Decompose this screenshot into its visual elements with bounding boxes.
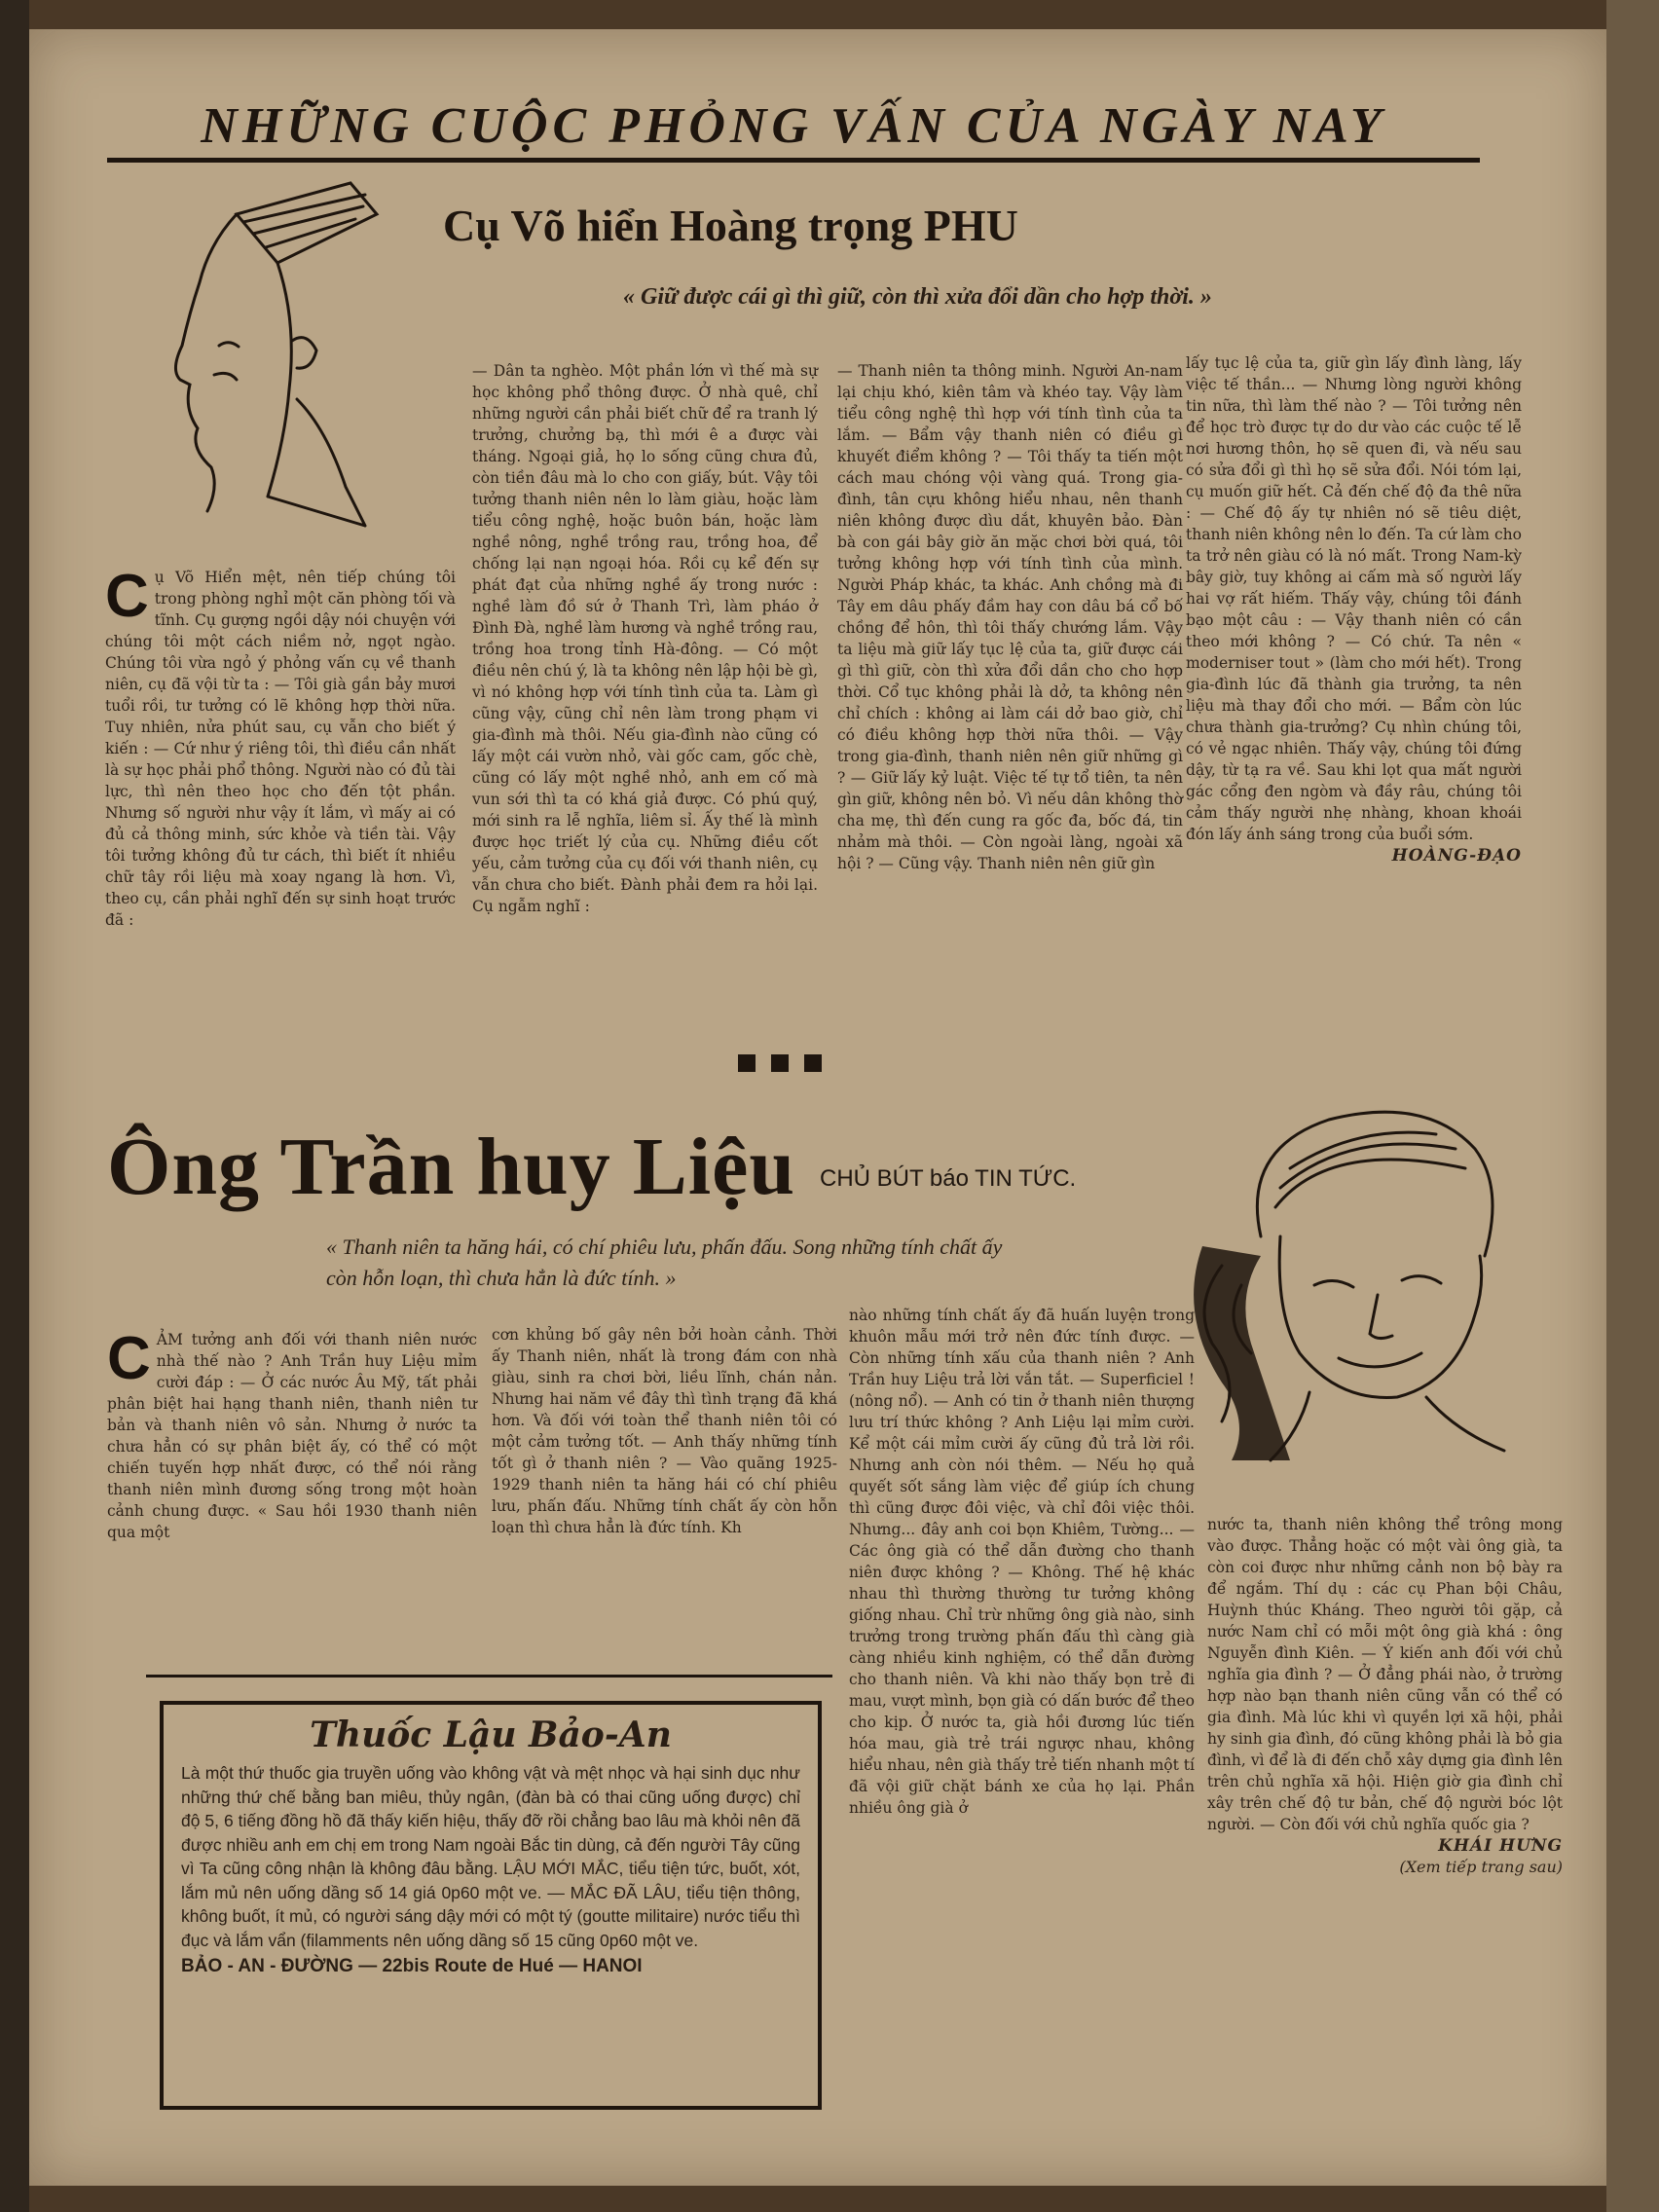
article2-subtitle: CHỦ BÚT báo TIN TỨC.: [820, 1165, 1077, 1192]
article1-quote: « Giữ được cái gì thì giữ, còn thì xửa đổi dần cho hợp thời. »: [623, 284, 1212, 310]
separator-square: [771, 1054, 789, 1072]
advertisement-body: Là một thứ thuốc gia truyền uống vào không vật và mệt nhọc và hại sinh dục như những thứ chế bằng ban miêu, thủy ngân, (đàn bà có thai cũng uống được) chỉ độ 5, 6 tiếng đồng hồ đã thấy kiến hiệu, thấy đỡ rồi chẳng bao lâu mà khỏi nên đã được nhiều anh em chị em trong Nam ngoài Bắc tin dùng, cả đến người Tây cũng vì Ta cũng công nhận là không đâu bằng. LẬU MỚI MẮC, tiểu tiện tức, buốt, xót, lắm mủ nên uống dầng số 14 giá 0p60 một ve. — MẮC ĐÃ LÂU, tiểu tiện thông, không buốt, ít mủ, có người sáng dậy mới có một tý (goutte militaire) nước tiểu thì đục và lắm vẩn (filamments nên uống dầng số 15 cũng 0p60 một ve.: [181, 1763, 800, 1950]
book-edge: [1606, 0, 1659, 2212]
masthead-rule: [107, 158, 1480, 163]
article2-column-2: cơn khủng bố gây nên bởi hoàn cảnh. Thời ấy Thanh niên, nhất là trong đám con nhà giàu, sinh ra chơi bời, liều lĩnh, chán nản. Nhưng hai năm về đây thì tình trạng đã khá hơn. Và đối với toàn thể thanh niên tôi có một cảm tưởng tốt. — Anh thấy những tính tốt gì ở thanh niên ? — Vào quãng 1925-1929 thanh niên ta hăng hái có chí phiêu lưu, phấn đấu. Những tính chất ấy còn hỗn loạn thì chưa hẳn là đức tính. Kh: [492, 1326, 837, 1536]
article1-column-3: — Thanh niên ta thông minh. Người An-nam lại chịu khó, kiên tâm và khéo tay. Vậy làm tiểu công nghệ thì hợp với tính tình của ta lắm. — Bẩm vậy thanh niên có điều gì khuyết điểm không ? — Tôi thấy ta tiến một cách mau chóng vội vàng quá. Trong gia-đình, tân cựu không hiểu nhau, nên thanh niên không được dìu dắt, khuyên bảo. Đàn bà con gái bây giờ ăn mặc chơi bời quá, tôi tưởng không hợp với tính tình của mình. Người Pháp khác, ta khác. Anh chồng mà đi Tây em dâu phấy đầm hay con dâu bá cổ bố chồng để hôn, thì tôi thấy chướng lắm. Vậy ta liệu mà giữ lấy tục lệ của ta, giữ được cái gì thì giữ, còn thì xửa đổi dần cho cho hợp thời. Cổ tục không phải là dở, ta không nên chỉ chích : không ai làm cái dở bao giờ, chỉ có điều không hợp thời nữa thôi. — Vậy trong gia-đình, thanh niên nên giữ những gì ? — Giữ lấy kỷ luật. Việc tế tự tổ tiên, ta nên gìn giữ, không nên bỏ. Vì nếu dân không thờ cha mẹ, thì đến cung ra gốc đa, bốc đá, tin nhảm mà thôi. — Còn ngoài làng, ngoài xã hội ? — Cũng vậy. Thanh niên nên giữ gìn: [837, 362, 1183, 872]
advertisement-box: [160, 1701, 822, 2110]
separator-square: [738, 1054, 756, 1072]
article2-text-1: ẢM tưởng anh đối với thanh niên nước nhà thế nào ? Anh Trần huy Liệu mỉm cười đáp : — Ở các nước Âu Mỹ, tất phải phân biệt hai hạng thanh niên, thanh niên tư bản và thanh niên vô sản. Nhưng ở nước ta chưa hẳn có sự phân biệt ấy, có thể có một chiến tuyến hợp nhất được, có thể nói rằng thanh niên mình đương sống trong một hoàn cảnh chung được. « Sau hồi 1930 thanh niên qua một: [107, 1331, 477, 1541]
article1-signature: HOÀNG-ĐẠO: [1391, 846, 1522, 866]
section-separator: [730, 1054, 830, 1076]
shadow-fill: [1194, 1246, 1290, 1460]
continued-note: (Xem tiếp trang sau): [1399, 1858, 1563, 1876]
advertisement-rule: [146, 1675, 832, 1677]
article1-text-4: lấy tục lệ của ta, giữ gìn lấy đình làng, lấy việc tế thần... — Nhưng lòng người không tin nữa, thì làm thế nào ? — Tôi tưởng nên để học trò được tự do dư vào các cuộc tế lễ nơi hương thôn, họ sẽ quen đi, và nếu sau có sửa đổi gì thì họ sẽ sửa đổi. Nói tóm lại, cụ muốn giữ hết. Cả đến chế độ đa thê nữa : — Chế độ ấy tự nhiên nó sẽ tiêu diệt, thanh niên không nên lo đến. Ta cứ làm cho ta trở nên giàu có là nó mất. Trong Nam-kỳ bây giờ, tuy không ai cấm mà số người lấy hai vợ rất hiếm. Thấy vậy, chúng tôi đánh bạo một câu : — Vậy thanh niên có cần theo mới không ? — Có chứ. Ta nên « moderniser tout » (làm cho mới hết). Trong gia-đình lúc đã thành gia trưởng, ta nên liệu mà thay đổi cho mới. — Bẩm còn lúc chưa thành gia-trưởng? Cụ nhìn chúng tôi, có vẻ ngạc nhiên. Thấy vậy, chúng tôi đứng dậy, từ tạ ra về. Sau khi lọt qua mất người gác cổng đen ngòm và đầy râu, chúng tôi cảm thấy người nhẹ nhàng, khoan khoái đón lấy ánh sáng trong của buổi sớm.: [1186, 354, 1522, 843]
portrait-sketch-hoang-trong-phu: [122, 175, 414, 545]
article2-quote: « Thanh niên ta hăng hái, có chí phiêu lưu, phấn đấu. Song những tính chất ấy còn hỗn loạn, thì chưa hẳn là đức tính. »: [326, 1235, 1003, 1290]
advertisement-title: Thuốc Lậu Bảo-An: [310, 1714, 672, 1755]
article1-text-1: ụ Võ Hiển mệt, nên tiếp chúng tôi trong phòng nghỉ một căn phòng tối và tĩnh. Cụ gượng ngồi dậy nói chuyện với chúng tôi một cách niềm nở, ngọt ngào. Chúng tôi vừa ngỏ ý phỏng vấn cụ về thanh niên, cụ đã vội từ ta : — Tôi già gần bảy mươi tuổi rồi, tư tưởng có lẽ không hợp thời nữa. Tuy nhiên, nửa phút sau, cụ vẫn cho biết ý kiến : — Cứ như ý riêng tôi, thì điều cần nhất là sự học phải phổ thông. Người nào có đủ tài lực, thì nên theo học cho đến tột phần. Nhưng số người như vậy ít lắm, vì mấy ai có đủ cả thông minh, sức khỏe và tiền tài. Vậy tôi tưởng không đủ tư cách, thì biết ít nhiều chữ tây rồi liệu mà xoay ngang là hơn. Vì, theo cụ, cần phải nghĩ đến sự sinh hoạt trước đã :: [105, 569, 456, 929]
advertisement-footer: BẢO - AN - ĐƯỜNG — 22bis Route de Hué — HANOI: [181, 1956, 643, 1976]
article1-title: Cụ Võ hiển Hoàng trọng PHU: [443, 201, 1018, 250]
article2-signature: KHÁI HƯNG: [1438, 1836, 1563, 1856]
article1-column-1: [105, 563, 456, 931]
newspaper-page: [29, 29, 1606, 2186]
separator-square: [804, 1054, 822, 1072]
masthead: NHỮNG CUỘC PHỎNG VẤN CỦA NGÀY NAY: [201, 98, 1386, 154]
article1-column-2: — Dân ta nghèo. Một phần lớn vì thế mà sự học không phổ thông được. Ở nhà quê, chỉ những người cần phải biết chữ để ra tranh lý trưởng, chưởng bạ, thì mới ê a được vài tháng. Ngoại giả, họ lo sống cũng chưa đủ, còn tiền đâu mà lo cho con giấy, bút. Vậy tôi tưởng thanh niên nên lo làm giàu, hoặc làm tiểu công nghệ, hoặc buôn bán, hoặc làm nghề nông, nghề trồng rau, trồng hoa, để chống lại nạn ngoại hóa. Rồi cụ kể đến sự phát đạt của những nghề ấy trong nước : nghề làm đồ sứ ở Thanh Trì, làm pháo ở Đình Đà, nghề làm hương và nghề trồng rau, trồng hoa trong tỉnh Hà-đông. — Có một điều nên chú ý, là ta không nên lập hội bè gì, vì nó không hợp với tính tình của ta. Làm gì cũng vậy, cũng chỉ nên làm trong phạm vi gia-đình mà thôi. Nếu gia-đình nào cũng có lấy một cái vườn nhỏ, vài gốc cam, gốc chè, cũng có lấy một nghề nhỏ, anh em cố mà vun sới thì ta có khá giả được. Có phú quý, mới sinh ra lễ nghĩa, liêm sỉ. Ấy thế là mình được học triết lý của cụ. Những điều cốt yếu, cảm tưởng của cụ đối với thanh niên, cụ vẫn chưa cho biết. Đành phải đem ra hỏi lại. Cụ ngẫm nghĩ :: [472, 362, 818, 915]
portrait-sketch-tran-huy-lieu: [1183, 1090, 1543, 1470]
article1-column-4: [1186, 352, 1522, 866]
article2-column-1: [107, 1325, 477, 1543]
article2-text-4: nước ta, thanh niên không thể trông mong vào được. Thẳng hoặc có một vài ông già, ta còn coi được như những cảnh non bộ bày ra để ngắm. Thí dụ : các cụ Phan bội Châu, Huỳnh thúc Kháng. Theo người tôi gặp, cả nước Nam chỉ có mỗi một ông già khá : ông Nguyễn đình Kiên. — Ý kiến anh đối với chủ nghĩa gia đình ? — Ở đẳng phái nào, ở trường hợp nào bạn thanh niên cũng vẫn có thể có gia đình. Mà lúc khi vì quyền lợi xã hội, phải hy sinh gia đình, đó cũng không phải là bỏ gia đình, vì để là đi đến chỗ xây dựng gia đình lên trên chủ nghĩa xã hội. Hiện giờ gia đình chỉ xây trên chế độ tư bản, chế độ người bóc lột người. — Còn đối với chủ nghĩa quốc gia ?: [1207, 1516, 1563, 1833]
article2-column-4: [1207, 1514, 1563, 1878]
book-spine: [0, 0, 29, 2212]
article2-drop-cap: C: [107, 1325, 151, 1392]
article2-column-3: nào những tính chất ấy đã huấn luyện trong khuôn mẫu mới trở nên đức tính được. — Còn những tính xấu của thanh niên ? Anh Trần huy Liệu trả lời vắn tắt. — Superficiel ! (nông nổ). — Anh có tin ở thanh niên thượng lưu trí thức không ? Anh Liệu lại mỉm cười. Kể một cái mỉm cười ấy cũng đủ trả lời rồi. Nhưng anh còn nói thêm. — Nếu họ quả quyết sốt sắng làm việc để giúp ích chung thì cũng được đôi việc, và chỉ đôi việc thôi. Nhưng... đây anh coi bọn Khiêm, Tường... — Các ông già có thể dẫn đường cho thanh niên được không ? — Không. Thế hệ khác nhau thì thường thường tư tưởng không giống nhau. Chỉ trừ những ông già nào, sinh trưởng trong trường phấn đấu thì càng già càng nhiều kinh nghiệm, có thể dẫn đường cho thanh niên. Và khi nào thấy bọn trẻ đi mau, vượt mình, bọn già có dấn bước để theo cho kịp. Ở nước ta, già hồi đương lúc tiến hóa mau, già trẻ trái ngược nhau, không hiểu nhau, nên già thấy trẻ tiến nhanh một tí đã vội giữ chặt bánh xe của họ lại. Phần nhiều ông già ở: [849, 1307, 1195, 1817]
article2-title: Ông Trần huy Liệu: [107, 1122, 796, 1212]
article1-drop-cap: C: [105, 563, 149, 630]
